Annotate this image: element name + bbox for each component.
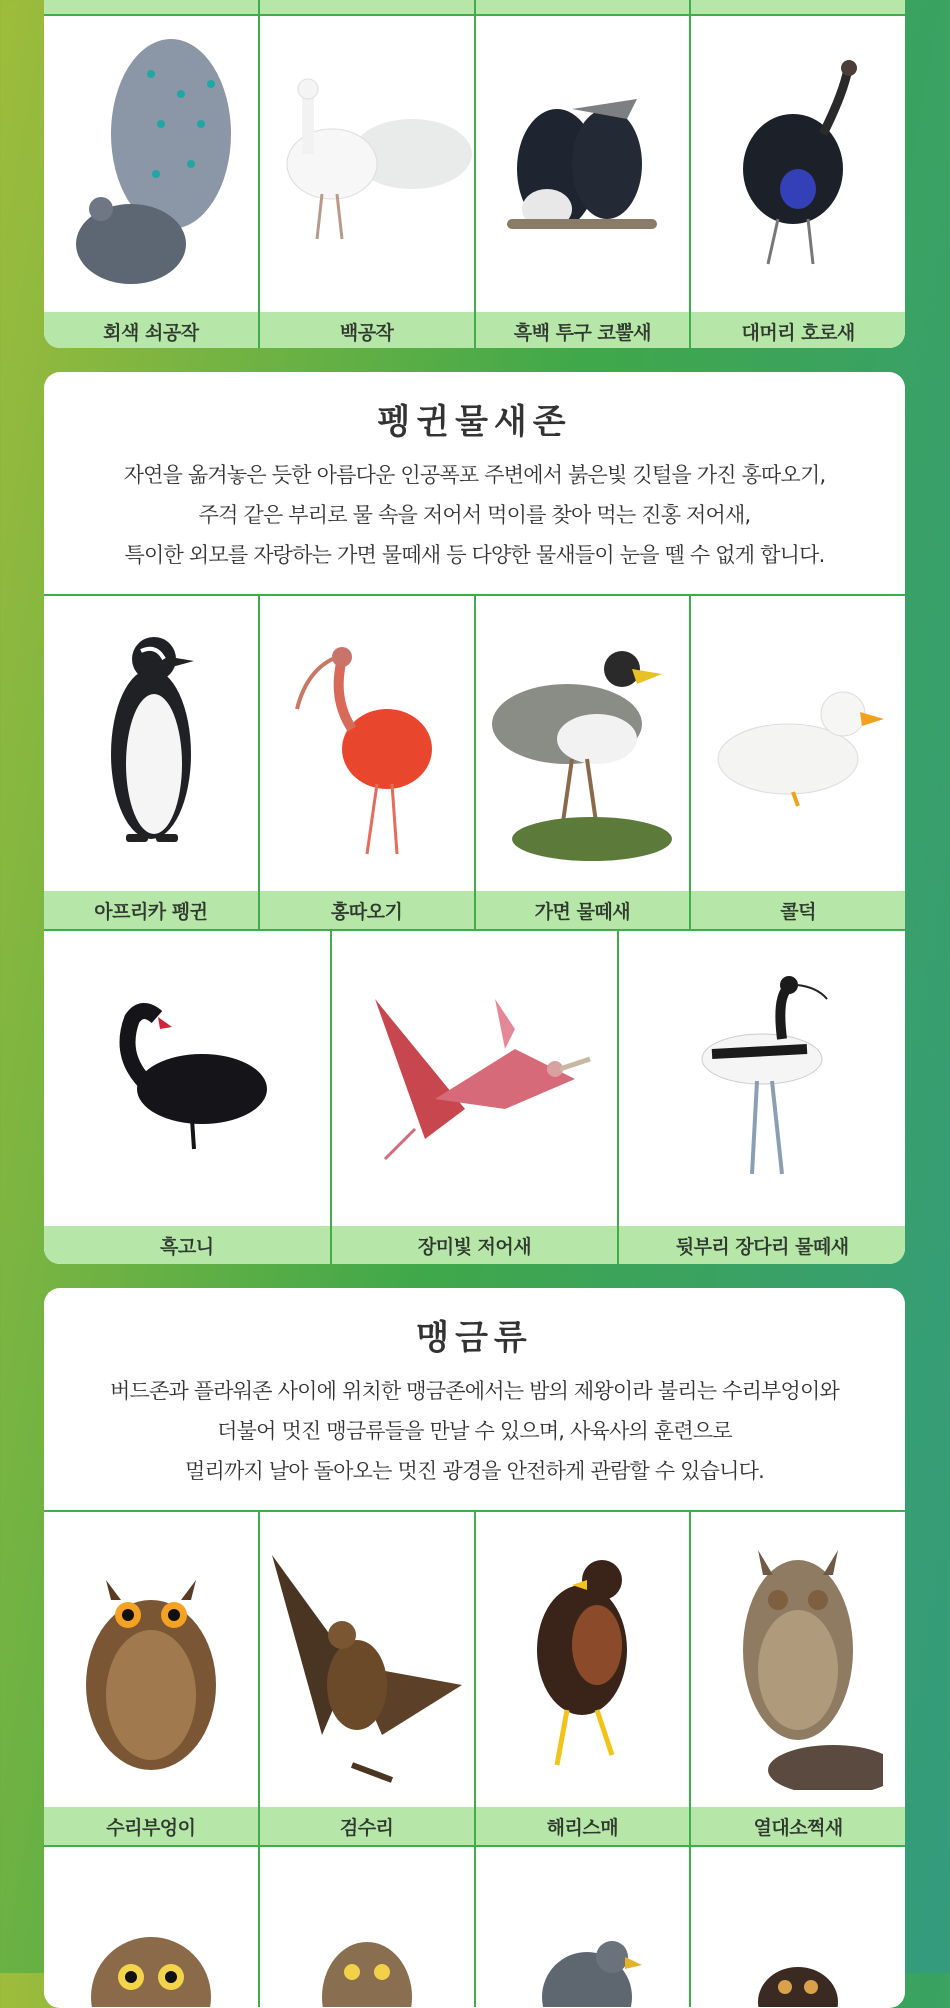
animal-name: 흑고니 bbox=[44, 1226, 330, 1264]
hornbill-photo bbox=[476, 16, 690, 312]
zone-description bbox=[74, 1371, 875, 1491]
animal-card bbox=[44, 931, 332, 1264]
eagle-owl-photo bbox=[44, 1512, 258, 1807]
animal-name: 열대소쩍새 bbox=[691, 1807, 905, 1845]
top-label-row-partial bbox=[44, 0, 905, 14]
animal-card bbox=[691, 16, 905, 348]
animal-name: 회색 쇠공작 bbox=[44, 312, 258, 348]
animal-row bbox=[44, 596, 905, 929]
animal-row bbox=[44, 1512, 905, 1845]
animal-name: 대머리 호로새 bbox=[691, 312, 905, 348]
tropical-scops-owl-photo bbox=[691, 1512, 905, 1807]
animal-card bbox=[476, 1847, 692, 2007]
peacock-photo bbox=[44, 16, 258, 312]
zone-header bbox=[44, 1288, 905, 1483]
masked-lapwing-photo bbox=[476, 596, 690, 891]
animal-card bbox=[691, 596, 905, 929]
animal-card bbox=[260, 1512, 476, 1845]
animal-name: 수리부엉이 bbox=[44, 1807, 258, 1845]
zone-title: 펭귄물새존 bbox=[377, 402, 572, 442]
animal-name: 홍따오기 bbox=[260, 891, 474, 929]
animal-name: 가면 물떼새 bbox=[476, 891, 690, 929]
roseate-spoonbill-photo bbox=[332, 931, 618, 1226]
animal-card bbox=[260, 1847, 476, 2007]
animal-card bbox=[619, 931, 905, 1264]
animal-row-partial bbox=[44, 1847, 905, 2007]
animal-card bbox=[260, 596, 476, 929]
penguin-waterfowl-zone-card bbox=[44, 372, 905, 1264]
owl-photo bbox=[44, 1847, 258, 2007]
animal-card bbox=[691, 1512, 905, 1845]
animal-name: 흑백 투구 코뿔새 bbox=[476, 312, 690, 348]
description-line: 더불어 멋진 맹금류들을 만날 수 있으며, 사육사의 훈련으로 bbox=[217, 1419, 732, 1443]
animal-name: 뒷부리 장다리 물떼새 bbox=[619, 1226, 905, 1264]
animal-card bbox=[476, 596, 692, 929]
owl-photo bbox=[691, 1847, 905, 2007]
scarlet-ibis-photo bbox=[260, 596, 474, 891]
animal-name: 검수리 bbox=[260, 1807, 474, 1845]
animal-card bbox=[691, 1847, 905, 2007]
animal-name: 아프리카 펭귄 bbox=[44, 891, 258, 929]
guineafowl-photo bbox=[691, 16, 905, 312]
animal-card bbox=[476, 16, 692, 348]
animal-name: 해리스매 bbox=[476, 1807, 690, 1845]
raptor-zone-card bbox=[44, 1288, 905, 2008]
animal-grid bbox=[44, 594, 905, 1264]
harris-hawk-photo bbox=[476, 1512, 690, 1807]
zone-title: 맹금류 bbox=[416, 1318, 533, 1358]
animal-card bbox=[44, 596, 260, 929]
white-peacock-photo bbox=[260, 16, 474, 312]
top-animal-row bbox=[44, 14, 905, 348]
animal-card bbox=[44, 16, 260, 348]
animal-card bbox=[44, 1512, 260, 1845]
african-penguin-photo bbox=[44, 596, 258, 891]
animal-card bbox=[332, 931, 620, 1264]
animal-name: 콜덕 bbox=[691, 891, 905, 929]
description-line: 멀리까지 날아 돌아오는 멋진 광경을 안전하게 관람할 수 있습니다. bbox=[185, 1459, 764, 1483]
falcon-photo bbox=[476, 1847, 690, 2007]
zone-header bbox=[44, 372, 905, 567]
animal-name: 백공작 bbox=[260, 312, 474, 348]
animal-card bbox=[260, 16, 476, 348]
animal-name: 장미빛 저어새 bbox=[332, 1226, 618, 1264]
description-line: 주걱 같은 부리로 물 속을 저어서 먹이를 찾아 먹는 진홍 저어새, bbox=[198, 503, 751, 527]
animal-card bbox=[44, 1847, 260, 2007]
description-line: 버드존과 플라워존 사이에 위치한 맹금존에서는 밤의 제왕이라 불리는 수리부엉이와 bbox=[109, 1379, 839, 1403]
black-swan-photo bbox=[44, 931, 330, 1226]
burrowing-owl-photo bbox=[260, 1847, 474, 2007]
call-duck-photo bbox=[691, 596, 905, 891]
description-line: 특이한 외모를 자랑하는 가면 물떼새 등 다양한 물새들이 눈을 뗄 수 없게 합니다. bbox=[124, 543, 825, 567]
golden-eagle-photo bbox=[260, 1512, 474, 1807]
animal-grid bbox=[44, 1510, 905, 2007]
pied-avocet-photo bbox=[619, 931, 905, 1226]
description-line: 자연을 옮겨놓은 듯한 아름다운 인공폭포 주변에서 붉은빛 깃털을 가진 홍따오기, bbox=[123, 463, 826, 487]
animal-row bbox=[44, 931, 905, 1264]
animal-card bbox=[476, 1512, 692, 1845]
top-bird-card bbox=[44, 0, 905, 348]
zone-description bbox=[74, 455, 875, 575]
